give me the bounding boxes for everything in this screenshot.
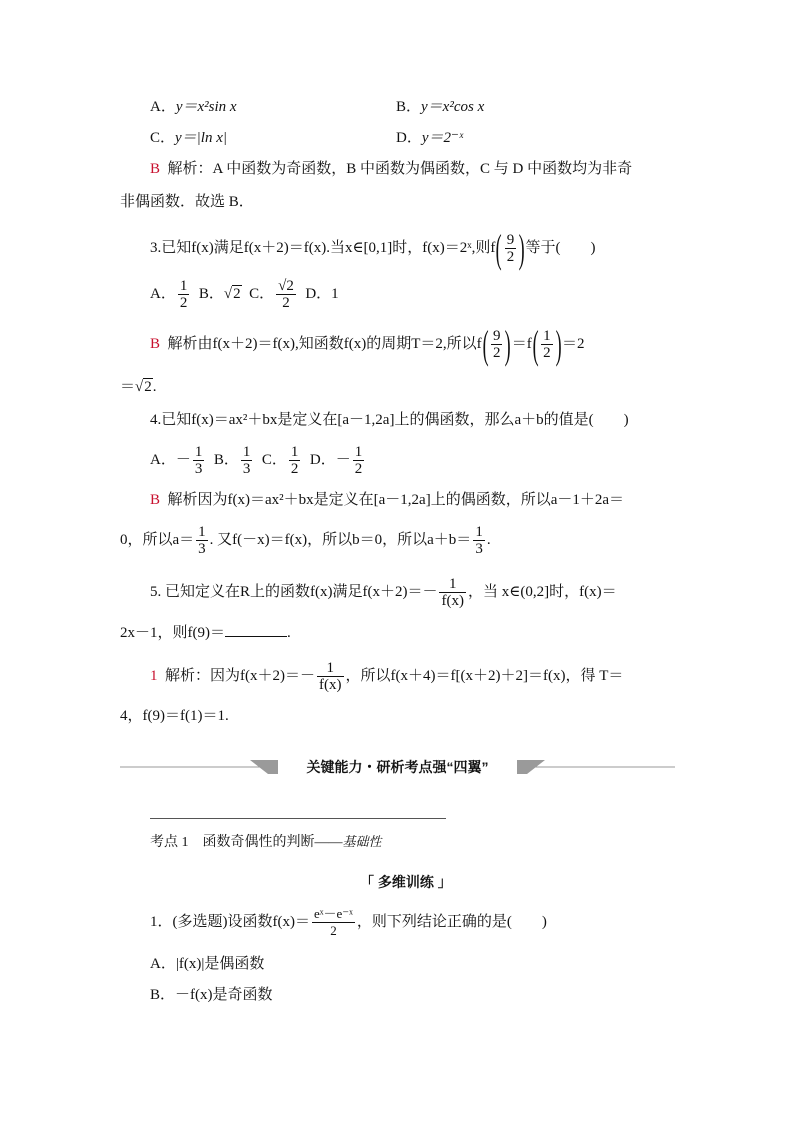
q3-options: A． $\frac{1}{2}$ B．√2 C． $\frac{√2}{2}$ D．1: [150, 278, 339, 312]
q4-stem: 4.已知f(x)＝ax²＋bx是定义在[a－1,2a]上的偶函数，那么a＋b的值是( ): [150, 412, 629, 428]
q2-answer: B: [150, 161, 161, 177]
q5-answer: 1: [150, 668, 158, 684]
q5-analysis-line2: 4，f(9)＝f(1)＝1.: [120, 708, 229, 724]
q2-option-a: A．y＝x²sin x: [150, 99, 237, 115]
q4-analysis-line1: B 解析因为f(x)＝ax²＋bx是定义在[a－1,2a]上的偶函数，所以a－1＋2a＝: [150, 492, 625, 508]
q3-answer: B: [150, 336, 161, 352]
q3-analysis-line2: ＝√2.: [120, 379, 157, 395]
q4-options: A．－ $\frac{1}{3}$ B． $\frac{1}{3}$ C． $\frac{1}{2}$ D．－ $\frac{1}{2}$: [150, 444, 363, 478]
mq1-option-a: A．|f(x)|是偶函数: [150, 956, 265, 972]
q3-analysis-line1: B 解析由f(x＋2)＝f(x),知函数f(x)的周期T＝2,所以f( $\frac{9}{2}$ )＝f( $\frac{1}{2}$ )＝2: [150, 321, 585, 367]
mq1-option-b: B．－f(x)是奇函数: [150, 987, 273, 1003]
topic-rule: [150, 818, 446, 819]
q4-answer: B: [150, 492, 161, 508]
banner-title: 关键能力・研析考点强“四翼”: [306, 759, 489, 775]
q3-stem: 3.已知f(x)满足f(x＋2)＝f(x).当x∈[0,1]时，f(x)＝2ˣ,则f( $\frac{9}{2}$ )等于( ): [150, 225, 596, 271]
topic-heading: 考点 1 函数奇偶性的判断——基础性: [150, 834, 382, 850]
answer-blank: [225, 622, 287, 637]
q2-analysis-line1: B 解析：A 中函数为奇函数，B 中函数为偶函数，C 与 D 中函数均为非奇: [150, 161, 633, 177]
section-banner: [120, 756, 675, 778]
section-title: 「 多维训练 」: [360, 874, 452, 890]
q2-option-c: C．y＝|ln x|: [150, 130, 227, 146]
mq1-stem: 1．(多选题)设函数f(x)＝ $\frac{\text{eˣ－e⁻ˣ}}{2}$ ，则下列结论正确的是( ): [150, 906, 547, 939]
q4-analysis-line2: 0，所以a＝ $\frac{1}{3}$ . 又f(－x)＝f(x)，所以b＝0，所以a＋b＝ $\frac{1}{3}$ .: [120, 524, 491, 558]
q2-option-b: B．y＝x²cos x: [396, 99, 485, 115]
q2-option-d: D．y＝2⁻ˣ: [396, 130, 464, 146]
q5-line2: 2x－1，则f(9)＝ .: [120, 622, 291, 643]
q5-stem: 5. 已知定义在R上的函数f(x)满足f(x＋2)＝－ $\frac{1}{f(x)}$ ，当 x∈(0,2]时，f(x)＝: [150, 576, 617, 610]
q5-analysis-line1: 1 解析：因为f(x＋2)＝－ $\frac{1}{f(x)}$ ，所以f(x＋4)＝f[(x＋2)＋2]＝f(x)，得 T＝: [150, 660, 624, 694]
q2-analysis-line2: 非偶函数．故选 B．: [120, 194, 254, 210]
